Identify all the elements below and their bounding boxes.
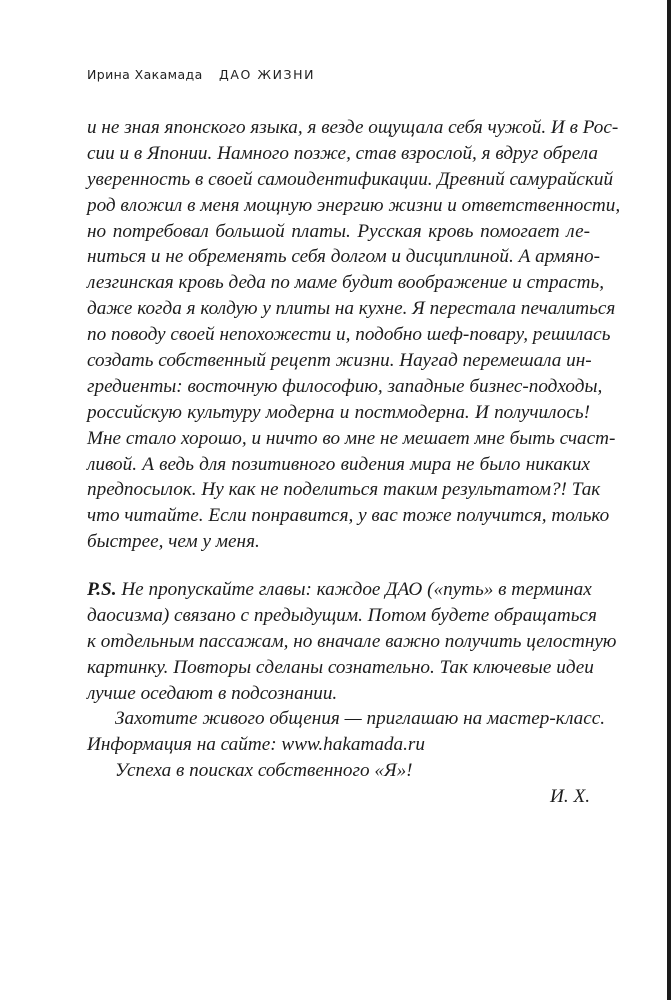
running-head [87,67,315,82]
ps-first-line-text: Не пропускайте главы: каждое ДАО («путь» в терминах [121,579,592,600]
website-line: Информация на сайте: www.hakamada.ru [87,734,425,756]
postscript [87,577,617,810]
ps-first-line [87,577,590,603]
text-line: быстрее, чем у меня. [87,531,260,553]
text-line: по поводу своей непохожести и, подобно шеф-повару, решилась [87,324,611,346]
text-line: сии и в Японии. Намного позже, став взрослой, я вдруг обрела [87,142,598,164]
text-line: российскую культуру модерна и постмодерна. И получилось! [87,401,590,423]
ps-mark: P.S. [87,579,117,600]
text-line: Мне стало хорошо, и ничто во мне не мешает мне быть счаст- [87,427,616,449]
text-line: даосизма) связано с предыдущим. Потом будете обращаться [87,604,597,626]
text-line: предпосылок. Ну как не поделиться таким результатом?! Так [87,479,601,501]
invite-line: Захотите живого общения — приглашаю на мастер-класс. [115,708,606,730]
header-author: Ирина Хакамада [87,67,203,82]
text-line: и не зная японского языка, я везде ощущала себя чужой. И в Рос- [87,117,619,138]
text-line: что читайте. Если понравится, у вас тоже получится, только [87,505,610,527]
text-line: создать собственный рецепт жизни. Наугад перемешала ин- [87,350,592,372]
text-line: род вложил в меня мощную энергию жизни и ответственности, [87,194,621,216]
text-line: к отдельным пассажам, но вначале важно получить целостную [87,630,617,652]
header-book-title: ДАО ЖИЗНИ [219,67,316,82]
text-line: картинку. Повторы сделаны сознательно. Так ключевые идеи [87,656,594,678]
text-line: ниться и не обременять себя долгом и дисциплиной. А армяно- [87,246,601,268]
text-line: уверенность в своей самоидентификации. Древний самурайский [87,168,614,190]
signature: И. Х. [550,786,590,808]
wish-line: Успеха в поисках собственного «Я»! [115,760,413,782]
text-line: лучше оседают в подсознании. [87,682,338,704]
text-line: гредиенты: восточную философию, западные бизнес-подходы, [87,375,603,397]
text-line: ливой. А ведь для позитивного видения мира не было никаких [87,453,590,475]
text-line: лезгинская кровь деда по маме будит воображение и страсть, [87,272,605,294]
text-line: даже когда я колдую у плиты на кухне. Я перестала печалиться [87,298,616,320]
main-paragraph [87,115,621,555]
text-line: но потребовал большой платы. Русская кровь помогает ле- [87,220,590,242]
